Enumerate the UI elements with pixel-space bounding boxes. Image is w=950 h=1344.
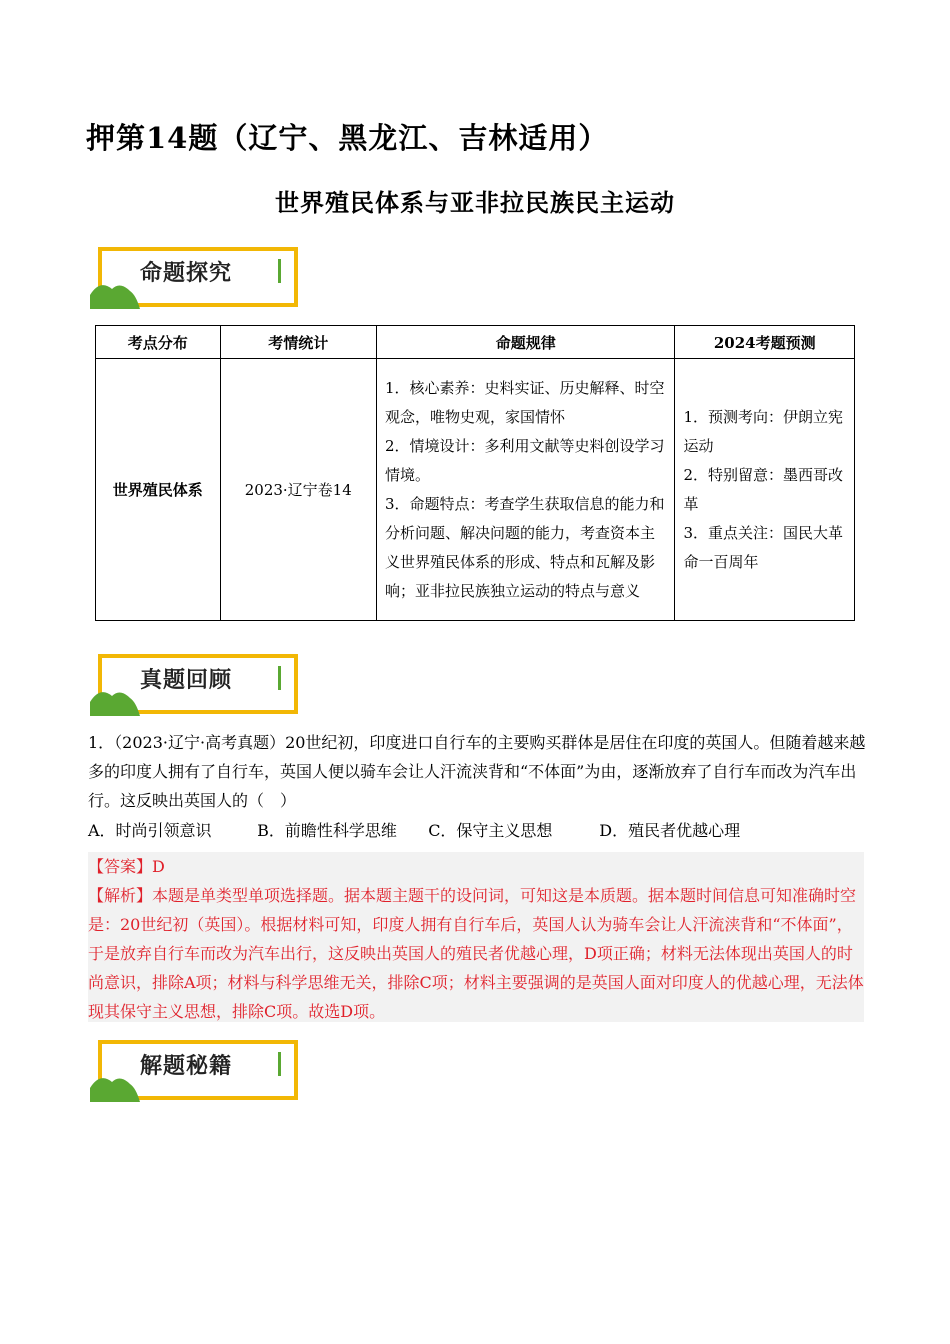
section-title: 命题探究 (140, 261, 233, 286)
page-subtitle: 世界殖民体系与亚非拉民族民主运动 (275, 188, 675, 217)
stats-cell: 2023·辽宁卷14 (220, 359, 376, 621)
header-cell: 考情统计 (220, 326, 376, 359)
hill-icon (90, 682, 140, 716)
question-options (88, 818, 740, 841)
hill-icon (90, 1068, 140, 1102)
section-title: 解题秘籍 (140, 1054, 233, 1079)
section-header-tips (90, 1038, 296, 1100)
header-cell: 2024考题预测 (675, 326, 855, 359)
header-cell: 考点分布 (96, 326, 221, 359)
hill-icon (90, 275, 140, 309)
section-header-explore (90, 245, 296, 307)
section-title: 真题回顾 (140, 668, 233, 693)
option-c: C．保守主义思想 (428, 821, 553, 840)
table-header-row (96, 326, 855, 359)
rules-cell: 1．核心素养：史料实证、历史解释、时空观念，唯物史观，家国情怀 2．情境设计：多利用文献等史料创设学习情境。 3．命题特点：考查学生获取信息的能力和分析问题、解决问题的能力，考查资本主义世界殖民体系的形成、特点和瓦解及影响；亚非拉民族独立运动的特点与意义 (376, 359, 675, 621)
section-header-review (90, 652, 296, 714)
predict-cell: 1．预测考向：伊朗立宪运动 2．特别留意：墨西哥改革 3．重点关注：国民大革命一百周年 (675, 359, 855, 621)
table-row (96, 359, 855, 621)
page-title: 押第14题（辽宁、黑龙江、吉林适用） (86, 121, 609, 155)
option-a: A．时尚引领意识 (88, 821, 212, 840)
question-stem: 1．（2023·辽宁·高考真题）20世纪初，印度进口自行车的主要购买群体是居住在印度的英国人。但随着越来越多的印度人拥有了自行车，英国人便以骑车会让人汗流浃背和“不体面”为由，逐渐放弃了自行车而改为汽车出行。这反映出英国人的（ ） (88, 733, 866, 810)
option-d: D．殖民者优越心理 (599, 821, 741, 840)
answer-text: 【答案】D (88, 857, 165, 876)
option-b: B．前瞻性科学思维 (257, 821, 397, 840)
topic-cell: 世界殖民体系 (96, 359, 221, 621)
analysis-text: 【解析】本题是单类型单项选择题。据本题主题干的设问词，可知这是本质题。据本题时间信息可知准确时空是：20世纪初（英国）。根据材料可知，印度人拥有自行车后，英国人认为骑车会让人汗流浃背和“不体面”，于是放弃自行车而改为汽车出行，这反映出英国人的殖民者优越心理，D项正确；材料无法体现出英国人的时尚意识，排除A项；材料与科学思维无关，排除C项；材料主要强调的是英国人面对印度人的优越心理，无法体现其保守主义思想，排除C项。故选D项。 (88, 886, 864, 1021)
header-cell: 命题规律 (376, 326, 675, 359)
exam-analysis-table (95, 325, 855, 621)
answer-box (88, 852, 864, 1022)
